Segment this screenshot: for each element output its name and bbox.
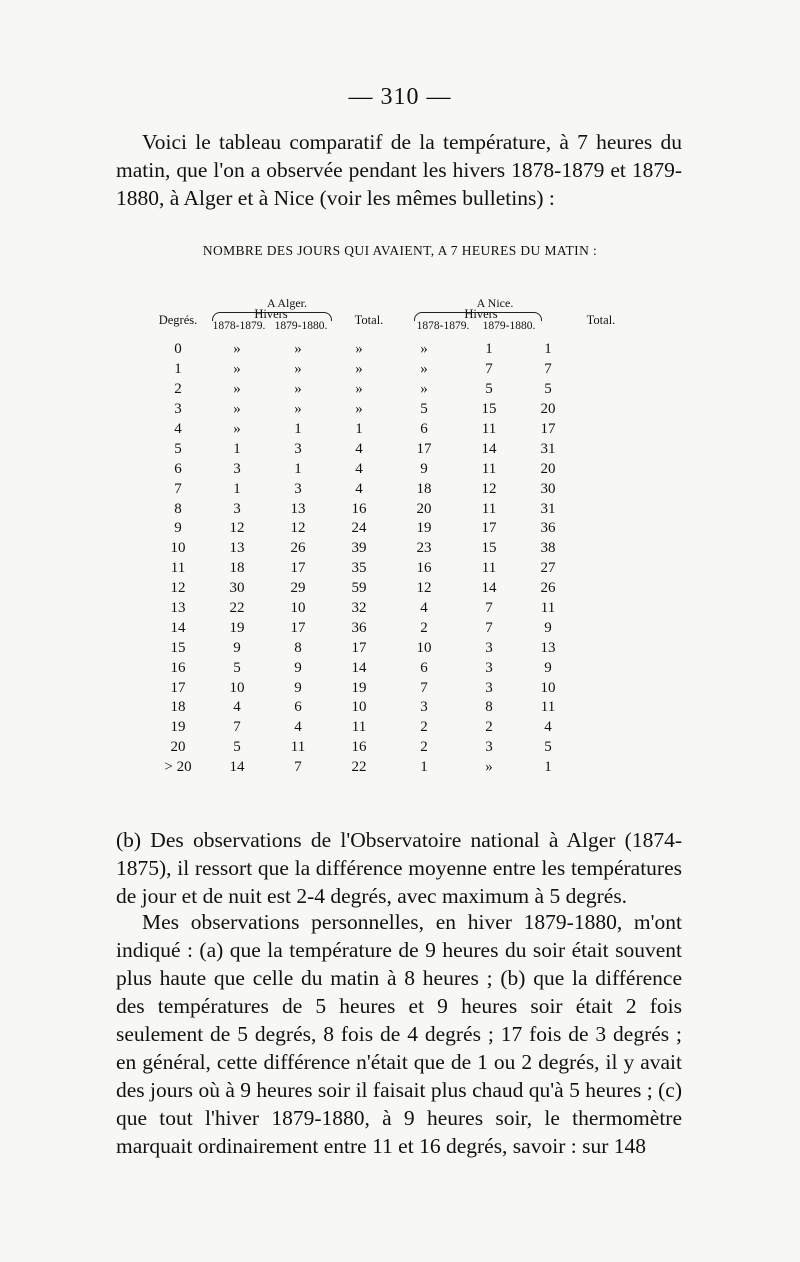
cell-nice-1878-1879: 9 — [420, 460, 428, 477]
cell-nice-total: 31 — [540, 440, 556, 457]
cell-degres: 12 — [170, 580, 186, 597]
table-row — [150, 618, 576, 638]
cell-nice-total: 26 — [540, 580, 556, 597]
cell-nice-1878-1879: 6 — [420, 659, 428, 676]
page-number: — 310 — — [348, 84, 452, 110]
cell-degres: 7 — [174, 480, 182, 497]
cell-nice-1879-1880: 3 — [485, 679, 493, 696]
cell-degres: 13 — [170, 600, 186, 617]
cell-alger-1879-1880: 17 — [290, 619, 306, 636]
cell-degres: 8 — [174, 500, 182, 517]
cell-nice-total: 9 — [544, 619, 552, 636]
cell-alger-1878-1879: 30 — [229, 580, 245, 597]
cell-degres: 0 — [174, 341, 182, 358]
cell-nice-total: 11 — [540, 600, 556, 617]
cell-nice-total: 31 — [540, 500, 556, 517]
cell-alger-1879-1880: » — [294, 341, 302, 358]
cell-alger-1879-1880: » — [294, 361, 302, 378]
cell-nice-total: 9 — [544, 659, 552, 676]
cell-nice-1879-1880: 11 — [481, 560, 497, 577]
cell-alger-total: » — [355, 341, 363, 358]
cell-nice-1879-1880: 15 — [481, 540, 497, 557]
col-header-alger-1879: 1879-1880. — [274, 320, 328, 332]
cell-alger-1879-1880: 7 — [294, 759, 302, 776]
cell-degres: 6 — [174, 460, 182, 477]
cell-nice-1878-1879: 2 — [420, 619, 428, 636]
table-title: NOMBRE DES JOURS QUI AVAIENT, A 7 HEURES DU MATIN : — [202, 243, 598, 258]
cell-degres: 1 — [174, 361, 182, 378]
cell-alger-1878-1879: 18 — [229, 560, 245, 577]
cell-nice-1878-1879: 12 — [416, 580, 432, 597]
cell-alger-1878-1879: 12 — [229, 520, 245, 537]
table-row — [150, 539, 576, 559]
cell-nice-1879-1880: 3 — [485, 639, 493, 656]
cell-alger-total: » — [355, 381, 363, 398]
cell-nice-1878-1879: 6 — [420, 421, 428, 437]
cell-nice-total: 30 — [540, 480, 556, 497]
cell-nice-total: 5 — [544, 381, 552, 398]
group-header-alger: A Alger. — [266, 296, 307, 310]
cell-alger-1878-1879: 1 — [233, 480, 241, 497]
cell-degres: 9 — [174, 520, 182, 537]
cell-nice-1879-1880: 14 — [481, 580, 497, 597]
cell-nice-1878-1879: 23 — [416, 540, 432, 557]
cell-nice-1878-1879: 17 — [416, 440, 432, 457]
cell-alger-1878-1879: 7 — [233, 719, 241, 736]
cell-nice-1879-1880: 3 — [485, 739, 493, 756]
cell-nice-1878-1879: 16 — [416, 560, 432, 577]
cell-alger-total: » — [355, 401, 363, 418]
cell-nice-total: 10 — [540, 679, 556, 696]
table-row — [150, 718, 576, 738]
cell-alger-1879-1880: 6 — [294, 699, 302, 716]
table-row — [150, 400, 576, 420]
cell-nice-total: 4 — [544, 719, 552, 736]
cell-nice-total: 11 — [540, 699, 556, 716]
cell-alger-1879-1880: 9 — [294, 679, 302, 696]
cell-nice-1878-1879: » — [420, 361, 428, 378]
cell-nice-1879-1880: 8 — [485, 699, 493, 716]
cell-alger-1878-1879: » — [233, 381, 241, 398]
cell-alger-total: 19 — [351, 679, 367, 696]
cell-nice-1879-1880: 7 — [485, 600, 493, 617]
cell-alger-total: 14 — [351, 659, 367, 676]
cell-alger-total: 4 — [355, 440, 363, 457]
cell-alger-total: » — [355, 361, 363, 378]
cell-degres: 4 — [174, 421, 182, 437]
cell-alger-1878-1879: » — [233, 361, 241, 378]
cell-alger-1879-1880: 12 — [290, 520, 306, 537]
col-header-hivers-alger: Hivers — [254, 307, 288, 321]
cell-degres: > 20 — [164, 759, 192, 776]
cell-alger-total: 4 — [355, 480, 363, 497]
cell-degres: 5 — [174, 440, 182, 457]
cell-nice-1878-1879: 4 — [420, 600, 428, 617]
cell-nice-total: 38 — [540, 540, 556, 557]
cell-alger-1879-1880: » — [294, 401, 302, 418]
cell-nice-1878-1879: 18 — [416, 480, 432, 497]
cell-degres: 2 — [174, 381, 182, 398]
cell-degres: 20 — [170, 739, 186, 756]
cell-alger-1878-1879: 19 — [229, 619, 245, 636]
cell-alger-total: 11 — [351, 719, 367, 736]
table-row — [150, 380, 576, 400]
cell-nice-total: 20 — [540, 460, 556, 477]
cell-alger-1879-1880: » — [294, 381, 302, 398]
intro-paragraph: Voici le tableau comparatif de la température, à 7 heures du matin, que l'on a observée pendant les hivers 1878-1879 et 1879-1880, à Alger et à Nice (voir les mêmes bulletins) : — [116, 130, 682, 210]
cell-nice-1878-1879: 7 — [420, 679, 428, 696]
cell-alger-total: 4 — [355, 460, 363, 477]
cell-alger-1878-1879: 14 — [229, 759, 245, 776]
cell-nice-1878-1879: 1 — [420, 759, 428, 776]
cell-nice-1879-1880: 5 — [485, 381, 493, 398]
cell-alger-1878-1879: 22 — [229, 600, 245, 617]
table-row — [150, 599, 576, 619]
cell-nice-1878-1879: 20 — [416, 500, 432, 517]
cell-alger-1879-1880: 10 — [290, 600, 306, 617]
cell-alger-1878-1879: » — [233, 401, 241, 418]
cell-alger-total: 16 — [351, 500, 367, 517]
cell-alger-1878-1879: 5 — [233, 659, 241, 676]
table-row — [150, 420, 576, 440]
cell-nice-1879-1880: 15 — [481, 401, 497, 418]
col-header-nice-1879: 1879-1880. — [482, 320, 536, 332]
col-header-hivers-nice: Hivers — [464, 307, 498, 321]
cell-nice-1879-1880: 12 — [481, 480, 497, 497]
cell-alger-1879-1880: 17 — [290, 560, 306, 577]
cell-degres: 10 — [170, 540, 186, 557]
cell-alger-total: 22 — [351, 759, 367, 776]
cell-alger-1879-1880: 4 — [294, 719, 302, 736]
cell-nice-1878-1879: 2 — [420, 719, 428, 736]
cell-degres: 14 — [170, 619, 186, 636]
col-header-total-nice: Total. — [586, 313, 616, 327]
cell-degres: 18 — [170, 699, 186, 716]
cell-nice-1878-1879: 5 — [420, 401, 428, 418]
cell-nice-1879-1880: 11 — [481, 500, 497, 517]
cell-alger-1879-1880: 1 — [294, 460, 302, 477]
cell-nice-total: 36 — [540, 520, 556, 537]
cell-nice-1878-1879: 2 — [420, 739, 428, 756]
cell-alger-total: 1 — [355, 421, 363, 437]
temperature-table — [150, 340, 576, 778]
cell-alger-1878-1879: 10 — [229, 679, 245, 696]
cell-nice-1879-1880: 14 — [481, 440, 497, 457]
cell-degres: 11 — [170, 560, 186, 577]
cell-alger-1879-1880: 29 — [290, 580, 306, 597]
cell-alger-1878-1879: 13 — [229, 540, 245, 557]
table-row — [150, 638, 576, 658]
col-header-total-alger: Total. — [354, 313, 384, 327]
cell-alger-total: 39 — [351, 540, 367, 557]
table-row — [150, 738, 576, 758]
cell-alger-1878-1879: 3 — [233, 500, 241, 517]
cell-nice-total: 20 — [540, 401, 556, 418]
cell-alger-1879-1880: 8 — [294, 639, 302, 656]
cell-nice-1879-1880: » — [485, 759, 493, 776]
cell-alger-total: 17 — [351, 639, 367, 656]
cell-alger-total: 24 — [351, 520, 367, 537]
cell-nice-1878-1879: 19 — [416, 520, 432, 537]
cell-alger-total: 35 — [351, 560, 367, 577]
cell-alger-1878-1879: » — [233, 421, 241, 437]
table-row — [150, 439, 576, 459]
cell-alger-1878-1879: » — [233, 341, 241, 358]
cell-alger-total: 59 — [351, 580, 367, 597]
cell-degres: 17 — [170, 679, 186, 696]
col-header-nice-1878: 1878-1879. — [416, 320, 470, 332]
cell-alger-1878-1879: 9 — [233, 639, 241, 656]
cell-nice-total: 13 — [540, 639, 556, 656]
cell-alger-1878-1879: 5 — [233, 739, 241, 756]
cell-nice-1879-1880: 7 — [485, 619, 493, 636]
table-row — [150, 698, 576, 718]
cell-nice-total: 27 — [540, 560, 556, 577]
cell-nice-1878-1879: 3 — [420, 699, 428, 716]
cell-alger-1879-1880: 3 — [294, 480, 302, 497]
cell-degres: 16 — [170, 659, 186, 676]
col-header-degres: Degrés. — [158, 313, 198, 327]
cell-nice-total: 17 — [540, 421, 556, 437]
cell-nice-1878-1879: » — [420, 341, 428, 358]
table-row — [150, 360, 576, 380]
cell-alger-1879-1880: 13 — [290, 500, 306, 517]
paragraph-c: Mes observations personnelles, en hiver 1879-1880, m'ont indiqué : (a) que la température de 9 heures du soir était souvent plus haute que celle du matin à 8 heures ; (b) que la différence des températures de 5 heures et 9 heures soir était 2 fois seulement de 5 degrés, 8 fois de 4 degrés ; 17 fois de 3 degrés ; en général, cette différence n'était que de 1 ou 2 degrés, il y avait des jours où à 9 heures soir il faisait plus chaud qu'à 5 heures ; (c) que tout l'hiver 1879-1880, à 9 heures soir, le thermomètre marquait ordinairement entre 11 et 16 degrés, savoir : sur 148 — [116, 910, 682, 1158]
table-row — [150, 658, 576, 678]
group-header-nice: A Nice. — [476, 296, 514, 310]
cell-nice-1878-1879: » — [420, 381, 428, 398]
cell-alger-1879-1880: 1 — [294, 421, 302, 437]
cell-nice-total: 5 — [544, 739, 552, 756]
cell-alger-1879-1880: 3 — [294, 440, 302, 457]
table-row — [150, 758, 576, 778]
table-row — [150, 479, 576, 499]
table-row — [150, 579, 576, 599]
cell-nice-1879-1880: 7 — [485, 361, 493, 378]
cell-alger-1879-1880: 11 — [290, 739, 306, 756]
cell-nice-total: 7 — [544, 361, 552, 378]
cell-nice-1879-1880: 1 — [485, 341, 493, 358]
cell-nice-total: 1 — [544, 341, 552, 358]
cell-degres: 3 — [174, 401, 182, 418]
cell-nice-total: 1 — [544, 759, 552, 776]
cell-nice-1879-1880: 2 — [485, 719, 493, 736]
table-row — [150, 499, 576, 519]
table-row — [150, 559, 576, 579]
cell-alger-total: 10 — [351, 699, 367, 716]
cell-alger-total: 32 — [351, 600, 367, 617]
cell-nice-1879-1880: 11 — [481, 421, 497, 437]
cell-alger-1878-1879: 4 — [233, 699, 241, 716]
table-row — [150, 340, 576, 360]
paragraph-b: (b) Des observations de l'Observatoire national à Alger (1874-1875), il ressort que la différence moyenne entre les températures de jour et de nuit est 2-4 degrés, avec maximum à 5 degrés. — [116, 828, 682, 908]
table-row — [150, 678, 576, 698]
col-header-alger-1878: 1878-1879. — [212, 320, 266, 332]
cell-alger-total: 36 — [351, 619, 367, 636]
cell-alger-1878-1879: 3 — [233, 460, 241, 477]
cell-degres: 19 — [170, 719, 186, 736]
cell-degres: 15 — [170, 639, 186, 656]
cell-nice-1878-1879: 10 — [416, 639, 432, 656]
cell-alger-1879-1880: 9 — [294, 659, 302, 676]
cell-alger-1879-1880: 26 — [290, 540, 306, 557]
cell-nice-1879-1880: 3 — [485, 659, 493, 676]
table-row — [150, 459, 576, 479]
cell-alger-1878-1879: 1 — [233, 440, 241, 457]
cell-nice-1879-1880: 17 — [481, 520, 497, 537]
cell-nice-1879-1880: 11 — [481, 460, 497, 477]
cell-alger-total: 16 — [351, 739, 367, 756]
table-row — [150, 519, 576, 539]
